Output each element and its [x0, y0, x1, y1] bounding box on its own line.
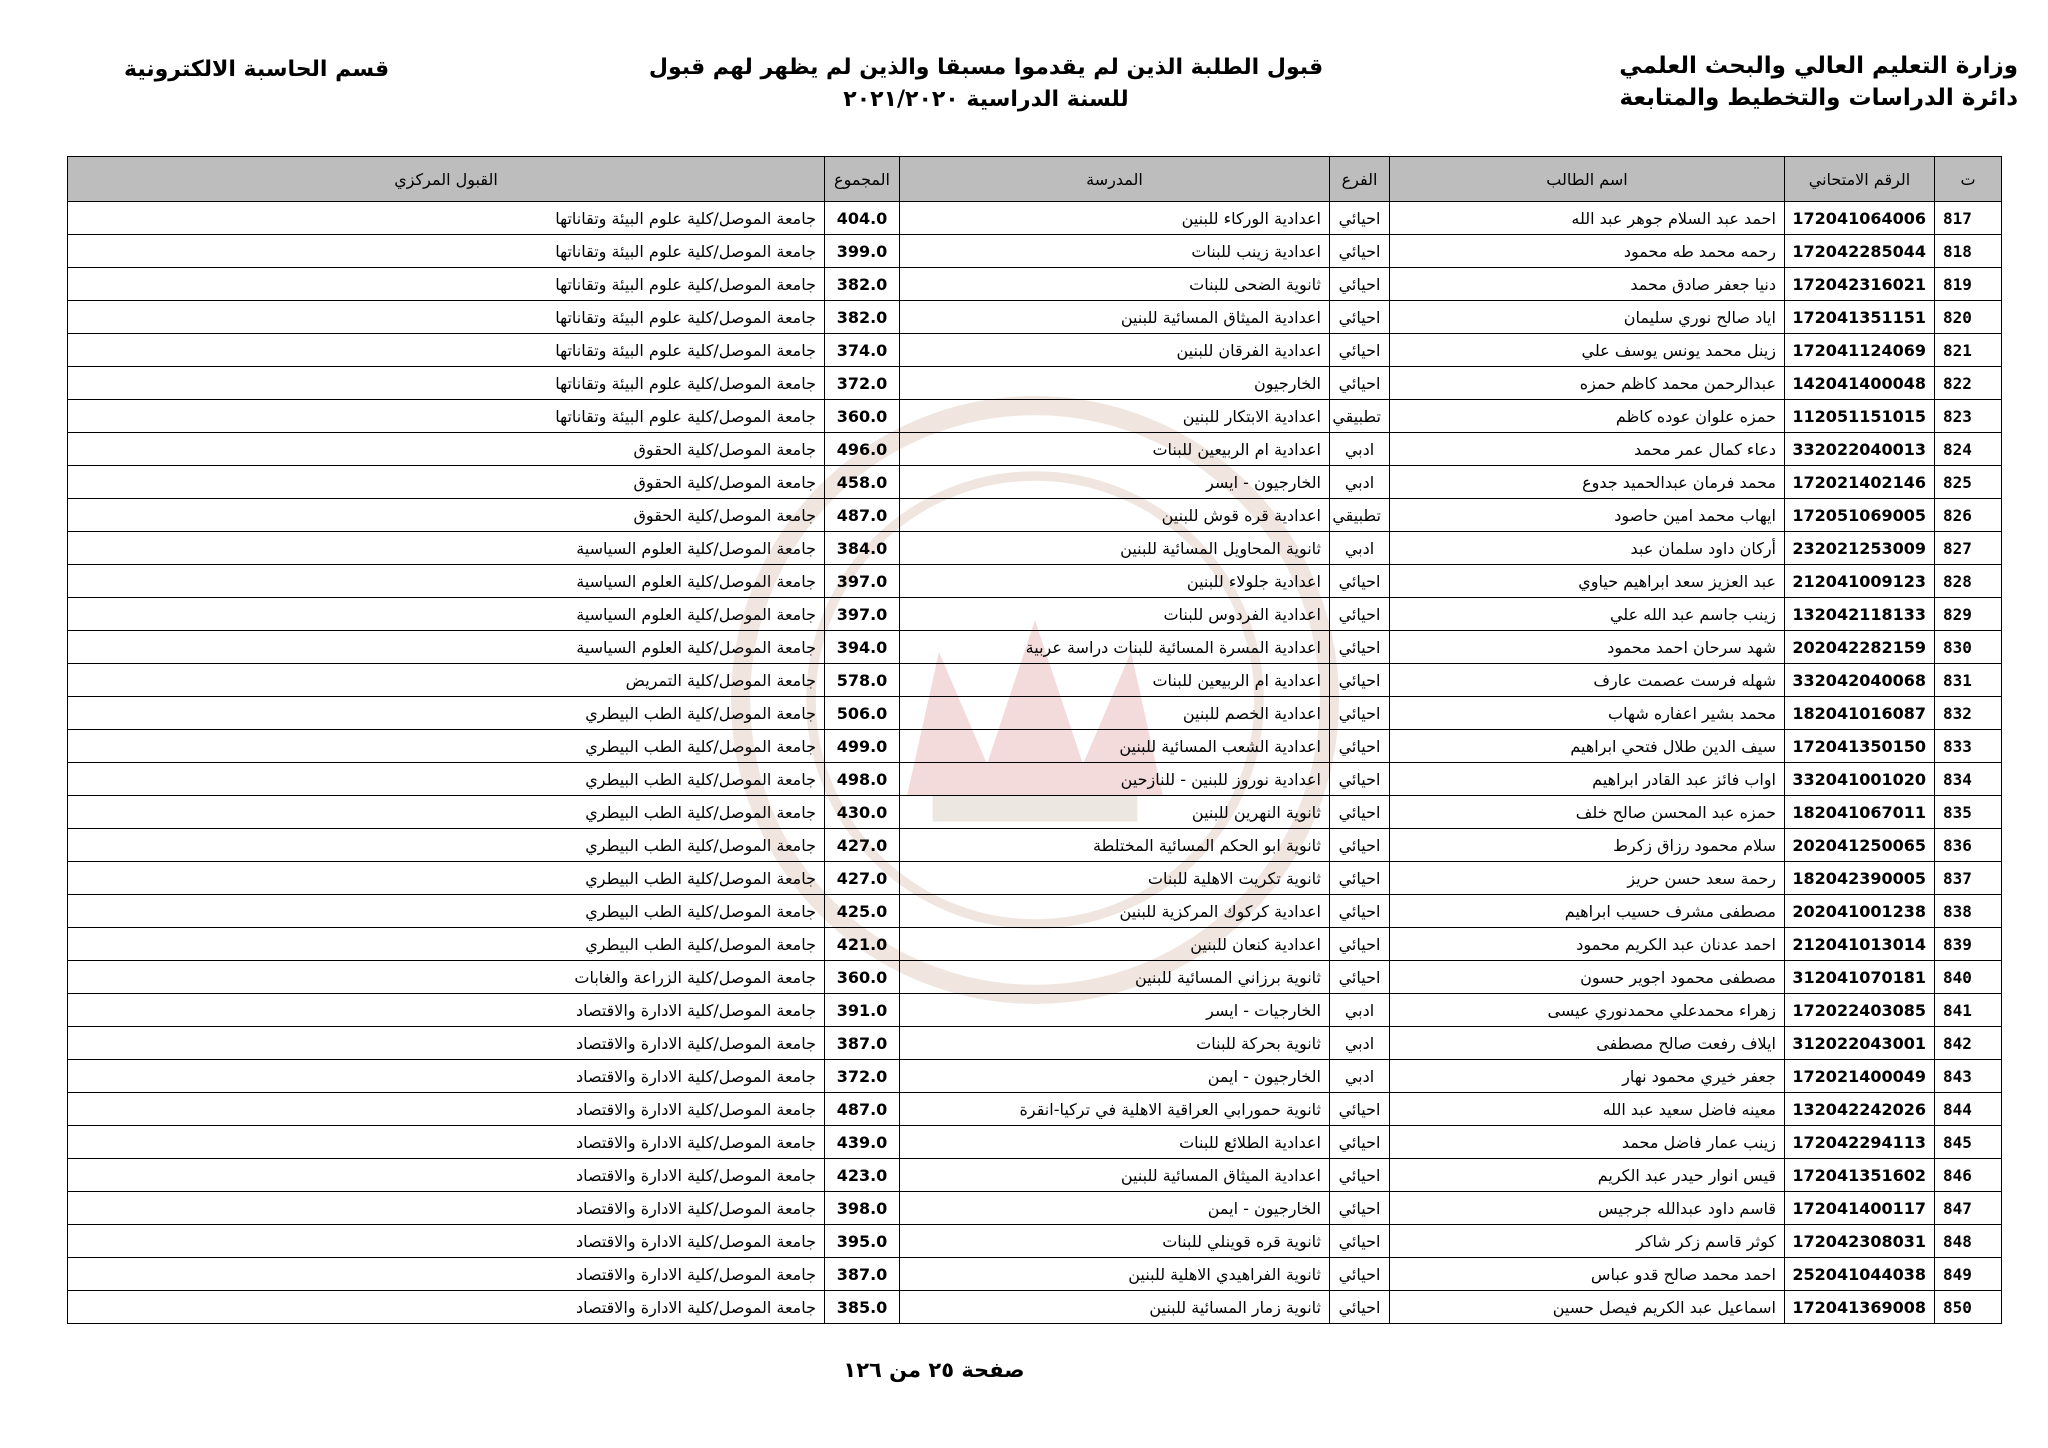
student-name-cell: قاسم داود عبدالله جرجيس — [1390, 1192, 1785, 1225]
table-row — [68, 565, 2002, 598]
seq-cell: 848 — [1935, 1225, 2002, 1258]
table-row — [68, 763, 2002, 796]
branch-cell: احيائي — [1330, 829, 1390, 862]
student-name-cell: رحمة سعد حسن حريز — [1390, 862, 1785, 895]
total-cell: 399.0 — [825, 235, 900, 268]
seq-cell: 835 — [1935, 796, 2002, 829]
total-cell: 382.0 — [825, 268, 900, 301]
table-row — [68, 235, 2002, 268]
seq-cell: 846 — [1935, 1159, 2002, 1192]
seq-cell: 821 — [1935, 334, 2002, 367]
school-cell: اعدادية الفرقان للبنين — [900, 334, 1330, 367]
student-name-cell: حمزه عبد المحسن صالح خلف — [1390, 796, 1785, 829]
seq-cell: 844 — [1935, 1093, 2002, 1126]
branch-cell: ادبي — [1330, 532, 1390, 565]
school-cell: ثانوية تكريت الاهلية للبنات — [900, 862, 1330, 895]
seq-cell: 847 — [1935, 1192, 2002, 1225]
seq-cell: 833 — [1935, 730, 2002, 763]
school-cell: اعدادية الخصم للبنين — [900, 697, 1330, 730]
branch-cell: احيائي — [1330, 961, 1390, 994]
student-name-cell: مصطفى محمود اجوير حسون — [1390, 961, 1785, 994]
seq-cell: 832 — [1935, 697, 2002, 730]
school-cell: ثانوية قره قوينلي للبنات — [900, 1225, 1330, 1258]
exam-no-cell: 202041250065 — [1785, 829, 1935, 862]
admission-cell: جامعة الموصل/كلية الطب البيطري — [68, 862, 825, 895]
seq-cell: 837 — [1935, 862, 2002, 895]
school-cell: اعدادية ام الربيعين للبنات — [900, 664, 1330, 697]
admission-cell: جامعة الموصل/كلية الادارة والاقتصاد — [68, 1027, 825, 1060]
school-cell: ثانوية حمورابي العراقية الاهلية في تركيا-انقرة — [900, 1093, 1330, 1126]
school-cell: اعدادية المسرة المسائية للبنات دراسة عربية — [900, 631, 1330, 664]
table-row — [68, 532, 2002, 565]
exam-no-cell: 182041067011 — [1785, 796, 1935, 829]
exam-no-cell: 172041351602 — [1785, 1159, 1935, 1192]
seq-cell: 841 — [1935, 994, 2002, 1027]
exam-no-cell: 312041070181 — [1785, 961, 1935, 994]
branch-cell: احيائي — [1330, 1093, 1390, 1126]
total-cell: 498.0 — [825, 763, 900, 796]
admission-cell: جامعة الموصل/كلية الادارة والاقتصاد — [68, 1192, 825, 1225]
admission-cell: جامعة الموصل/كلية علوم البيئة وتقاناتها — [68, 400, 825, 433]
total-cell: 397.0 — [825, 565, 900, 598]
branch-cell: ادبي — [1330, 466, 1390, 499]
admission-cell: جامعة الموصل/كلية العلوم السياسية — [68, 565, 825, 598]
branch-cell: احيائي — [1330, 697, 1390, 730]
exam-no-cell: 172041369008 — [1785, 1291, 1935, 1324]
seq-cell: 850 — [1935, 1291, 2002, 1324]
branch-cell: احيائي — [1330, 565, 1390, 598]
student-name-cell: شهد سرحان احمد محمود — [1390, 631, 1785, 664]
exam-no-cell: 202042282159 — [1785, 631, 1935, 664]
school-cell: الخارجيون — [900, 367, 1330, 400]
school-cell: ثانوية بحركة للبنات — [900, 1027, 1330, 1060]
total-cell: 421.0 — [825, 928, 900, 961]
school-cell: اعدادية الميثاق المسائية للبنين — [900, 1159, 1330, 1192]
student-name-cell: ايهاب محمد امين حاصود — [1390, 499, 1785, 532]
seq-cell: 845 — [1935, 1126, 2002, 1159]
school-cell: ثانوية المحاويل المسائية للبنين — [900, 532, 1330, 565]
school-cell: اعدادية الفردوس للبنات — [900, 598, 1330, 631]
col-admission-header: القبول المركزي — [68, 157, 825, 202]
branch-cell: احيائي — [1330, 664, 1390, 697]
exam-no-cell: 172041124069 — [1785, 334, 1935, 367]
total-cell: 425.0 — [825, 895, 900, 928]
table-row — [68, 301, 2002, 334]
branch-cell: احيائي — [1330, 796, 1390, 829]
admission-cell: جامعة الموصل/كلية الادارة والاقتصاد — [68, 1258, 825, 1291]
student-name-cell: اياد صالح نوري سليمان — [1390, 301, 1785, 334]
ministry-name: وزارة التعليم العالي والبحث العلمي — [1619, 53, 2018, 79]
exam-no-cell: 232021253009 — [1785, 532, 1935, 565]
admission-cell: جامعة الموصل/كلية الطب البيطري — [68, 796, 825, 829]
total-cell: 499.0 — [825, 730, 900, 763]
total-cell: 487.0 — [825, 499, 900, 532]
school-cell: ثانوية الضحى للبنات — [900, 268, 1330, 301]
exam-no-cell: 202041001238 — [1785, 895, 1935, 928]
exam-no-cell: 172041064006 — [1785, 202, 1935, 235]
table-row — [68, 367, 2002, 400]
school-cell: اعدادية كنعان للبنين — [900, 928, 1330, 961]
branch-cell: تطبيقي — [1330, 499, 1390, 532]
page-footer — [0, 1358, 2048, 1382]
total-cell: 385.0 — [825, 1291, 900, 1324]
seq-cell: 827 — [1935, 532, 2002, 565]
table-row — [68, 466, 2002, 499]
student-name-cell: معينه فاضل سعيد عبد الله — [1390, 1093, 1785, 1126]
student-name-cell: رحمه محمد طه محمود — [1390, 235, 1785, 268]
total-cell: 397.0 — [825, 598, 900, 631]
table-row — [68, 433, 2002, 466]
table-row — [68, 598, 2002, 631]
admission-cell: جامعة الموصل/كلية العلوم السياسية — [68, 631, 825, 664]
exam-no-cell: 172022403085 — [1785, 994, 1935, 1027]
student-name-cell: سيف الدين طلال فتحي ابراهيم — [1390, 730, 1785, 763]
col-school-header: المدرسة — [900, 157, 1330, 202]
school-cell: الخارجيون - ايمن — [900, 1060, 1330, 1093]
admission-cell: جامعة الموصل/كلية علوم البيئة وتقاناتها — [68, 301, 825, 334]
student-name-cell: دنيا جعفر صادق محمد — [1390, 268, 1785, 301]
total-cell: 427.0 — [825, 829, 900, 862]
branch-cell: احيائي — [1330, 1225, 1390, 1258]
school-cell: اعدادية ام الربيعين للبنات — [900, 433, 1330, 466]
admission-cell: جامعة الموصل/كلية العلوم السياسية — [68, 598, 825, 631]
total-cell: 430.0 — [825, 796, 900, 829]
school-cell: الخارجيون - ايسر — [900, 466, 1330, 499]
branch-cell: احيائي — [1330, 631, 1390, 664]
admissions-table — [67, 156, 2002, 1324]
table-row — [68, 1258, 2002, 1291]
branch-cell: احيائي — [1330, 1258, 1390, 1291]
student-name-cell: محمد بشير اعفاره شهاب — [1390, 697, 1785, 730]
total-cell: 372.0 — [825, 1060, 900, 1093]
admission-cell: جامعة الموصل/كلية الادارة والاقتصاد — [68, 1093, 825, 1126]
student-name-cell: زينب جاسم عبد الله علي — [1390, 598, 1785, 631]
school-cell: اعدادية الوركاء للبنين — [900, 202, 1330, 235]
total-cell: 578.0 — [825, 664, 900, 697]
school-cell: ثانوية زمار المسائية للبنين — [900, 1291, 1330, 1324]
total-cell: 372.0 — [825, 367, 900, 400]
seq-cell: 823 — [1935, 400, 2002, 433]
seq-cell: 849 — [1935, 1258, 2002, 1291]
student-name-cell: أركان داود سلمان عبد — [1390, 532, 1785, 565]
seq-cell: 843 — [1935, 1060, 2002, 1093]
admission-cell: جامعة الموصل/كلية الحقوق — [68, 433, 825, 466]
admission-cell: جامعة الموصل/كلية الحقوق — [68, 466, 825, 499]
total-cell: 360.0 — [825, 961, 900, 994]
document-title: قبول الطلبة الذين لم يقدموا مسبقا والذين لم يظهر لهم قبول — [648, 55, 1324, 80]
branch-cell: احيائي — [1330, 367, 1390, 400]
table-row — [68, 334, 2002, 367]
student-name-cell: جعفر خيري محمود نهار — [1390, 1060, 1785, 1093]
school-cell: اعدادية الشعب المسائية للبنين — [900, 730, 1330, 763]
admission-cell: جامعة الموصل/كلية علوم البيئة وتقاناتها — [68, 268, 825, 301]
table-row — [68, 1027, 2002, 1060]
admission-cell: جامعة الموصل/كلية الزراعة والغابات — [68, 961, 825, 994]
school-cell: اعدادية كركوك المركزية للبنين — [900, 895, 1330, 928]
exam-no-cell: 252041044038 — [1785, 1258, 1935, 1291]
total-cell: 360.0 — [825, 400, 900, 433]
total-cell: 391.0 — [825, 994, 900, 1027]
admission-cell: جامعة الموصل/كلية الادارة والاقتصاد — [68, 1060, 825, 1093]
table-row — [68, 1093, 2002, 1126]
total-cell: 404.0 — [825, 202, 900, 235]
branch-cell: ادبي — [1330, 433, 1390, 466]
exam-no-cell: 172021400049 — [1785, 1060, 1935, 1093]
school-cell: اعدادية الطلائع للبنات — [900, 1126, 1330, 1159]
admission-cell: جامعة الموصل/كلية علوم البيئة وتقاناتها — [68, 367, 825, 400]
school-cell: اعدادية نوروز للبنين - للنازحين — [900, 763, 1330, 796]
table-row — [68, 697, 2002, 730]
seq-cell: 829 — [1935, 598, 2002, 631]
student-name-cell: كوثر قاسم زكر شاكر — [1390, 1225, 1785, 1258]
exam-no-cell: 142041400048 — [1785, 367, 1935, 400]
seq-cell: 834 — [1935, 763, 2002, 796]
branch-cell: احيائي — [1330, 1192, 1390, 1225]
school-cell: اعدادية زينب للبنات — [900, 235, 1330, 268]
admission-cell: جامعة الموصل/كلية الادارة والاقتصاد — [68, 1291, 825, 1324]
table-row — [68, 862, 2002, 895]
table-row — [68, 1126, 2002, 1159]
exam-no-cell: 172041351151 — [1785, 301, 1935, 334]
student-name-cell: سلام محمود رزاق زكرط — [1390, 829, 1785, 862]
exam-no-cell: 332022040013 — [1785, 433, 1935, 466]
admission-cell: جامعة الموصل/كلية الادارة والاقتصاد — [68, 1225, 825, 1258]
table-row — [68, 1192, 2002, 1225]
branch-cell: ادبي — [1330, 994, 1390, 1027]
total-cell: 427.0 — [825, 862, 900, 895]
exam-no-cell: 172021402146 — [1785, 466, 1935, 499]
table-row — [68, 664, 2002, 697]
total-cell: 496.0 — [825, 433, 900, 466]
branch-cell: احيائي — [1330, 235, 1390, 268]
admission-cell: جامعة الموصل/كلية الادارة والاقتصاد — [68, 1126, 825, 1159]
exam-no-cell: 212041009123 — [1785, 565, 1935, 598]
student-name-cell: عبدالرحمن محمد كاظم حمزه — [1390, 367, 1785, 400]
seq-cell: 824 — [1935, 433, 2002, 466]
seq-cell: 838 — [1935, 895, 2002, 928]
school-cell: اعدادية الابتكار للبنين — [900, 400, 1330, 433]
exam-no-cell: 332041001020 — [1785, 763, 1935, 796]
seq-cell: 817 — [1935, 202, 2002, 235]
academic-year: للسنة الدراسية ٢٠٢١/٢٠٢٠ — [843, 87, 1129, 112]
exam-no-cell: 172041400117 — [1785, 1192, 1935, 1225]
branch-cell: احيائي — [1330, 598, 1390, 631]
table-row — [68, 796, 2002, 829]
admission-cell: جامعة الموصل/كلية علوم البيئة وتقاناتها — [68, 334, 825, 367]
table-row — [68, 1225, 2002, 1258]
admission-cell: جامعة الموصل/كلية الطب البيطري — [68, 697, 825, 730]
exam-no-cell: 172051069005 — [1785, 499, 1935, 532]
exam-no-cell: 172042316021 — [1785, 268, 1935, 301]
admission-cell: جامعة الموصل/كلية العلوم السياسية — [68, 532, 825, 565]
table-header-row — [68, 157, 2002, 202]
table-row — [68, 1159, 2002, 1192]
branch-cell: احيائي — [1330, 730, 1390, 763]
admission-cell: جامعة الموصل/كلية علوم البيئة وتقاناتها — [68, 235, 825, 268]
school-cell: اعدادية جلولاء للبنين — [900, 565, 1330, 598]
admission-cell: جامعة الموصل/كلية التمريض — [68, 664, 825, 697]
school-cell: اعدادية قره قوش للبنين — [900, 499, 1330, 532]
branch-cell: احيائي — [1330, 928, 1390, 961]
total-cell: 506.0 — [825, 697, 900, 730]
total-cell: 374.0 — [825, 334, 900, 367]
student-name-cell: احمد محمد صالح قدو عباس — [1390, 1258, 1785, 1291]
branch-cell: احيائي — [1330, 1126, 1390, 1159]
branch-cell: احيائي — [1330, 268, 1390, 301]
table-row — [68, 994, 2002, 1027]
school-cell: ثانوية برزاني المسائية للبنين — [900, 961, 1330, 994]
school-cell: اعدادية الميثاق المسائية للبنين — [900, 301, 1330, 334]
school-cell: الخارجيات - ايسر — [900, 994, 1330, 1027]
total-cell: 384.0 — [825, 532, 900, 565]
branch-cell: احيائي — [1330, 202, 1390, 235]
exam-no-cell: 172042308031 — [1785, 1225, 1935, 1258]
exam-no-cell: 112051151015 — [1785, 400, 1935, 433]
total-cell: 398.0 — [825, 1192, 900, 1225]
table-row — [68, 268, 2002, 301]
col-total-header: المجموع — [825, 157, 900, 202]
seq-cell: 836 — [1935, 829, 2002, 862]
seq-cell: 825 — [1935, 466, 2002, 499]
admission-cell: جامعة الموصل/كلية الطب البيطري — [68, 928, 825, 961]
table-row — [68, 895, 2002, 928]
exam-no-cell: 172042294113 — [1785, 1126, 1935, 1159]
school-cell: الخارجيون - ايمن — [900, 1192, 1330, 1225]
student-name-cell: حمزه علوان عوده كاظم — [1390, 400, 1785, 433]
student-name-cell: مصطفى مشرف حسيب ابراهيم — [1390, 895, 1785, 928]
admission-cell: جامعة الموصل/كلية الطب البيطري — [68, 829, 825, 862]
exam-no-cell: 332042040068 — [1785, 664, 1935, 697]
branch-cell: احيائي — [1330, 1291, 1390, 1324]
student-name-cell: زهراء محمدعلي محمدنوري عيسى — [1390, 994, 1785, 1027]
table-row — [68, 961, 2002, 994]
school-cell: ثانوية ابو الحكم المسائية المختلطة — [900, 829, 1330, 862]
student-name-cell: محمد فرمان عبدالحميد جدوع — [1390, 466, 1785, 499]
branch-cell: احيائي — [1330, 334, 1390, 367]
total-cell: 395.0 — [825, 1225, 900, 1258]
table-row — [68, 1060, 2002, 1093]
exam-no-cell: 212041013014 — [1785, 928, 1935, 961]
col-seq-header: ت — [1935, 157, 2002, 202]
admission-cell: جامعة الموصل/كلية الطب البيطري — [68, 730, 825, 763]
exam-no-cell: 182041016087 — [1785, 697, 1935, 730]
student-name-cell: دعاء كمال عمر محمد — [1390, 433, 1785, 466]
student-name-cell: شهله فرست عصمت عارف — [1390, 664, 1785, 697]
total-cell: 382.0 — [825, 301, 900, 334]
department-name: دائرة الدراسات والتخطيط والمتابعة — [1619, 85, 2018, 111]
student-name-cell: احمد عبد السلام جوهر عبد الله — [1390, 202, 1785, 235]
branch-cell: احيائي — [1330, 301, 1390, 334]
exam-no-cell: 172041350150 — [1785, 730, 1935, 763]
seq-cell: 840 — [1935, 961, 2002, 994]
col-exam-no-header: الرقم الامتحاني — [1785, 157, 1935, 202]
total-cell: 458.0 — [825, 466, 900, 499]
table-row — [68, 928, 2002, 961]
student-name-cell: زينل محمد يونس يوسف علي — [1390, 334, 1785, 367]
table-row — [68, 829, 2002, 862]
admission-cell: جامعة الموصل/كلية الطب البيطري — [68, 895, 825, 928]
col-branch-header: الفرع — [1330, 157, 1390, 202]
school-cell: ثانوية الفراهيدي الاهلية للبنين — [900, 1258, 1330, 1291]
student-name-cell: اسماعيل عبد الكريم فيصل حسين — [1390, 1291, 1785, 1324]
table-row — [68, 730, 2002, 763]
branch-cell: احيائي — [1330, 1159, 1390, 1192]
seq-cell: 822 — [1935, 367, 2002, 400]
total-cell: 439.0 — [825, 1126, 900, 1159]
exam-no-cell: 172042285044 — [1785, 235, 1935, 268]
admission-cell: جامعة الموصل/كلية الحقوق — [68, 499, 825, 532]
total-cell: 387.0 — [825, 1027, 900, 1060]
table-row — [68, 202, 2002, 235]
seq-cell: 819 — [1935, 268, 2002, 301]
total-cell: 487.0 — [825, 1093, 900, 1126]
page-number: صفحة ٢٥ من ١٢٦ — [843, 1358, 1025, 1382]
student-name-cell: عبد العزيز سعد ابراهيم حياوي — [1390, 565, 1785, 598]
seq-cell: 842 — [1935, 1027, 2002, 1060]
section-name: قسم الحاسبة الالكترونية — [124, 57, 390, 82]
student-name-cell: زينب عمار فاضل محمد — [1390, 1126, 1785, 1159]
total-cell: 394.0 — [825, 631, 900, 664]
exam-no-cell: 182042390005 — [1785, 862, 1935, 895]
exam-no-cell: 132042118133 — [1785, 598, 1935, 631]
branch-cell: احيائي — [1330, 895, 1390, 928]
admission-cell: جامعة الموصل/كلية الادارة والاقتصاد — [68, 1159, 825, 1192]
branch-cell: احيائي — [1330, 862, 1390, 895]
total-cell: 423.0 — [825, 1159, 900, 1192]
seq-cell: 831 — [1935, 664, 2002, 697]
admission-cell: جامعة الموصل/كلية الادارة والاقتصاد — [68, 994, 825, 1027]
col-name-header: اسم الطالب — [1390, 157, 1785, 202]
seq-cell: 828 — [1935, 565, 2002, 598]
seq-cell: 826 — [1935, 499, 2002, 532]
exam-no-cell: 312022043001 — [1785, 1027, 1935, 1060]
branch-cell: ادبي — [1330, 1060, 1390, 1093]
table-row — [68, 1291, 2002, 1324]
branch-cell: احيائي — [1330, 763, 1390, 796]
student-name-cell: احمد عدنان عبد الكريم محمود — [1390, 928, 1785, 961]
student-name-cell: قيس انوار حيدر عبد الكريم — [1390, 1159, 1785, 1192]
branch-cell: ادبي — [1330, 1027, 1390, 1060]
branch-cell: تطبيقي — [1330, 400, 1390, 433]
student-name-cell: ايلاف رفعت صالح مصطفى — [1390, 1027, 1785, 1060]
seq-cell: 818 — [1935, 235, 2002, 268]
table-body — [68, 202, 2002, 1324]
seq-cell: 839 — [1935, 928, 2002, 961]
table-row — [68, 631, 2002, 664]
school-cell: ثانوية النهرين للبنين — [900, 796, 1330, 829]
seq-cell: 820 — [1935, 301, 2002, 334]
exam-no-cell: 132042242026 — [1785, 1093, 1935, 1126]
admission-cell: جامعة الموصل/كلية علوم البيئة وتقاناتها — [68, 202, 825, 235]
total-cell: 387.0 — [825, 1258, 900, 1291]
seq-cell: 830 — [1935, 631, 2002, 664]
table-row — [68, 400, 2002, 433]
table-row — [68, 499, 2002, 532]
admission-cell: جامعة الموصل/كلية الطب البيطري — [68, 763, 825, 796]
student-name-cell: اواب فائز عبد القادر ابراهيم — [1390, 763, 1785, 796]
